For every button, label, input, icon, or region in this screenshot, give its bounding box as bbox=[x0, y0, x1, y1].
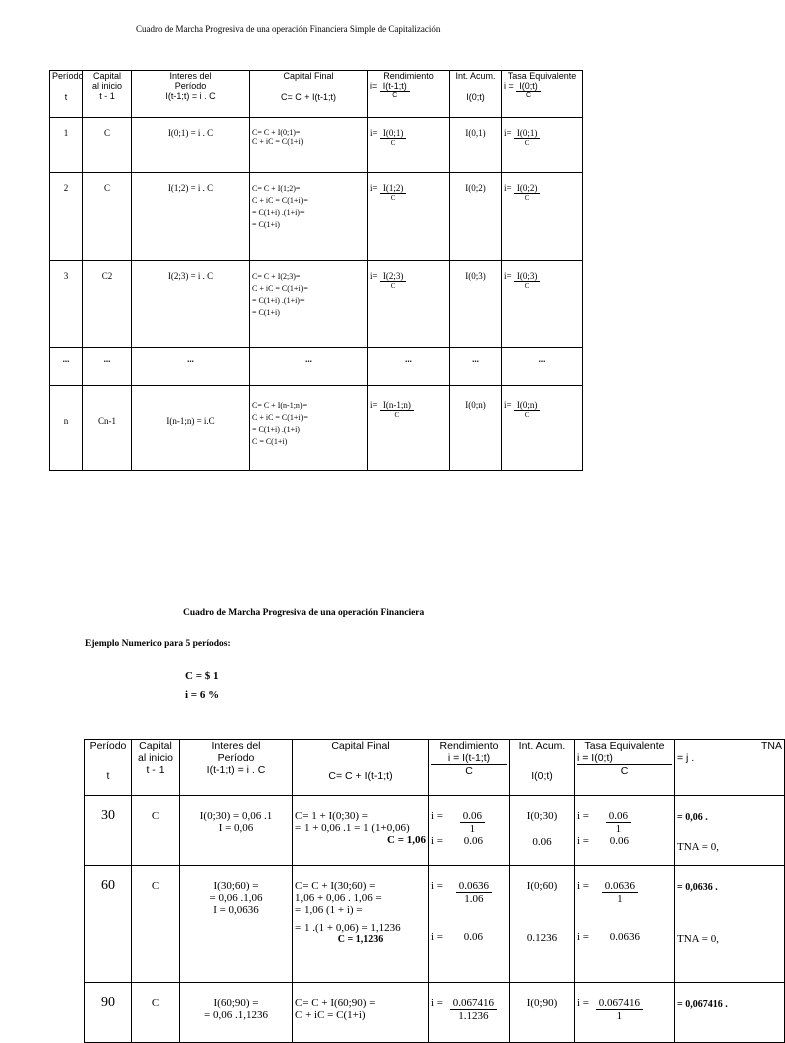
cf-line: C = 1,06 bbox=[387, 834, 426, 846]
cell-cap: C bbox=[132, 983, 180, 1043]
cell-tna bbox=[675, 866, 785, 983]
tasa-den: 1 bbox=[615, 823, 622, 835]
hdr-tasa-l1: Tasa Equivalente bbox=[507, 71, 577, 81]
rend-den: 1.1236 bbox=[458, 1010, 489, 1022]
doc1-title: Cuadro de Marcha Progresiva de una operación Financiera Simple de Capitalización bbox=[136, 24, 441, 34]
doc1-table bbox=[49, 70, 583, 471]
rend-i: i = bbox=[431, 997, 444, 1009]
cell-int bbox=[180, 983, 293, 1043]
cell-cf bbox=[250, 386, 368, 471]
rend-i: i = bbox=[431, 880, 444, 892]
tna-line: = 0,0636 . bbox=[677, 882, 718, 893]
hdr-interes-l3: I(t-1;t) = i . C bbox=[165, 91, 216, 101]
doc2-header-row bbox=[85, 740, 785, 796]
rend-den: C bbox=[390, 139, 396, 147]
hdr2-capital-l1: Capital bbox=[139, 740, 172, 752]
cf-line: C = C(1+i) bbox=[252, 437, 288, 446]
dots-cell: ... bbox=[502, 348, 583, 386]
hdr-periodo bbox=[50, 71, 83, 118]
hdr2-rend-l2: i = I(t-1;t) bbox=[431, 752, 507, 765]
rend-i2: i = bbox=[431, 835, 444, 847]
cell-t: 2 bbox=[50, 173, 83, 261]
hdr2-periodo-l1: Período bbox=[89, 740, 127, 752]
hdr-interes bbox=[132, 71, 250, 118]
cell-tna bbox=[675, 983, 785, 1043]
cell-tasa: i= $\frac{I(0;3)}{C}$ bbox=[502, 261, 583, 348]
hdr2-interes-l1: Interes del bbox=[211, 740, 261, 752]
cell-rend bbox=[429, 983, 510, 1043]
hdr-interes-l2: Período bbox=[174, 81, 207, 91]
cf-line: C + iC = C(1+i)= bbox=[252, 284, 308, 293]
cell-tasa bbox=[575, 796, 675, 866]
tasa-num: I(0;1) bbox=[514, 128, 541, 139]
cell-rend: i= $\frac{I(n-1;n)}{C}$ bbox=[368, 386, 450, 471]
rend-num: 0.067416 bbox=[450, 997, 497, 1010]
hdr-capital-l2: al inicio bbox=[91, 81, 122, 91]
tasa-num: 0.0636 bbox=[602, 880, 638, 893]
hdr2-tasa-l2: i = I(0;t) bbox=[577, 752, 672, 765]
cell-acum: I(0;n) bbox=[450, 386, 502, 471]
cell-acum bbox=[510, 983, 575, 1043]
cell-cap: Cn-1 bbox=[83, 386, 132, 471]
cell-t: 3 bbox=[50, 261, 83, 348]
cf-line: C= 1 + I(0;30) = bbox=[295, 810, 368, 822]
cf-line: = 1,06 (1 + i) = bbox=[295, 904, 363, 916]
cf-line: C + iC = C(1+i)= bbox=[252, 196, 308, 205]
hdr2-periodo-l3: t bbox=[106, 770, 110, 782]
cf-line: = C(1+i) .(1+i)= bbox=[252, 296, 305, 305]
hdr-tasa-num: I(0;t) bbox=[516, 81, 541, 92]
cf-line: = 1 .(1 + 0,06) = 1,1236 bbox=[295, 922, 401, 934]
cell-cf bbox=[293, 983, 429, 1043]
tasa-i2: i = bbox=[577, 931, 590, 943]
cell-t: 30 bbox=[85, 796, 132, 866]
tasa-den: C bbox=[524, 139, 530, 147]
cell-cf bbox=[293, 866, 429, 983]
cf-line: 1,06 + 0,06 . 1,06 = bbox=[295, 892, 382, 904]
hdr2-capital bbox=[132, 740, 180, 796]
tasa-num: I(0;n) bbox=[514, 400, 541, 411]
cell-cf bbox=[250, 261, 368, 348]
hdr2-rend-l3: C bbox=[465, 765, 473, 777]
cell-tasa: i= $\frac{I(0;n)}{C}$ bbox=[502, 386, 583, 471]
int-line: I(0;30) = 0,06 .1 bbox=[199, 810, 273, 822]
doc1-row-2 bbox=[50, 173, 583, 261]
hdr2-interes-l3: I(t-1;t) = i . C bbox=[206, 764, 266, 776]
cell-t: 1 bbox=[50, 118, 83, 173]
int-line: I(60;90) = bbox=[213, 997, 259, 1009]
cf-line: C = 1,1236 bbox=[337, 934, 384, 945]
dots-cell: ... bbox=[368, 348, 450, 386]
hdr2-cf-l1: Capital Final bbox=[331, 740, 390, 752]
hdr2-interes bbox=[180, 740, 293, 796]
hdr-rend-i: i= bbox=[370, 81, 378, 91]
cell-acum: I(0;3) bbox=[450, 261, 502, 348]
hdr2-cf-l3: C= C + I(t-1;t) bbox=[328, 770, 393, 782]
hdr2-capital-l2: al inicio bbox=[137, 752, 174, 764]
doc1-row-1 bbox=[50, 118, 583, 173]
rend-den: 1.06 bbox=[464, 893, 484, 905]
cell-acum bbox=[510, 796, 575, 866]
hdr2-capital-l3: t - 1 bbox=[146, 764, 165, 776]
rend-i: i = bbox=[431, 810, 444, 822]
dots-cell: ... bbox=[83, 348, 132, 386]
tasa-i: i = bbox=[577, 810, 590, 822]
tasa-den: 1 bbox=[617, 893, 623, 905]
cell-tasa bbox=[575, 866, 675, 983]
tna-line: TNA = 0, bbox=[677, 841, 719, 853]
doc2-row-90 bbox=[85, 983, 785, 1043]
hdr-capital-final bbox=[250, 71, 368, 118]
doc2-row-60 bbox=[85, 866, 785, 983]
rend-i2: i = bbox=[431, 931, 444, 943]
tasa-i: i = bbox=[577, 997, 590, 1009]
tasa-num: I(0;2) bbox=[514, 183, 541, 194]
cell-rend bbox=[429, 866, 510, 983]
cf-line: C= C + I(2;3)= bbox=[252, 272, 301, 281]
hdr-tasa-i: i = bbox=[504, 81, 514, 91]
cell-rend bbox=[429, 796, 510, 866]
cell-cap: C bbox=[83, 118, 132, 173]
cf-line: = 1 + 0,06 .1 = 1 (1+0,06) bbox=[295, 822, 410, 834]
hdr-capital-l3: t - 1 bbox=[99, 91, 115, 101]
cell-cap: C bbox=[83, 173, 132, 261]
cell-acum: I(0;2) bbox=[450, 173, 502, 261]
int-line: = 0,06 .1,06 bbox=[209, 892, 263, 904]
hdr2-capital-final bbox=[293, 740, 429, 796]
rend-num: I(0;1) bbox=[380, 128, 407, 139]
hdr-capital-l1: Capital bbox=[92, 71, 121, 81]
dots-cell: ... bbox=[50, 348, 83, 386]
cf-line: C= C + I(60;90) = bbox=[295, 997, 376, 1009]
cell-int: I(2;3) = i . C bbox=[132, 261, 250, 348]
rend-val: 0.06 bbox=[463, 835, 484, 847]
cf-line: C + iC = C(1+i) bbox=[252, 137, 304, 146]
cell-cap: C bbox=[132, 796, 180, 866]
tasa-num: I(0;3) bbox=[514, 271, 541, 282]
cell-cap: C2 bbox=[83, 261, 132, 348]
hdr-interes-l1: Interes del bbox=[169, 71, 212, 81]
rend-den: 1 bbox=[469, 823, 476, 835]
doc2-title: Cuadro de Marcha Progresiva de una operación Financiera bbox=[183, 608, 425, 618]
cell-int: I(1;2) = i . C bbox=[132, 173, 250, 261]
hdr2-tna bbox=[675, 740, 785, 796]
hdr-periodo-l3: t bbox=[64, 92, 68, 102]
hdr2-acum-l3: I(0;t) bbox=[531, 770, 553, 782]
doc2-subtitle: Ejemplo Numerico para 5 períodos: bbox=[85, 639, 231, 649]
tasa-i: i = bbox=[577, 880, 590, 892]
hdr2-acum-l1: Int. Acum. bbox=[518, 740, 566, 752]
acum-val: 0.1236 bbox=[526, 932, 558, 944]
doc1-row-dots bbox=[50, 348, 583, 386]
hdr2-interes-l2: Período bbox=[217, 752, 255, 764]
int-line: I = 0,0636 bbox=[213, 904, 259, 916]
hdr-rendimiento bbox=[368, 71, 450, 118]
doc2-rate: i = 6 % bbox=[185, 689, 220, 701]
int-line: I(30;60) = bbox=[213, 880, 259, 892]
hdr2-tna-l1: TNA bbox=[761, 740, 782, 752]
hdr-int-acum bbox=[450, 71, 502, 118]
rend-num: I(1;2) bbox=[380, 183, 407, 194]
cell-t: n bbox=[50, 386, 83, 471]
cell-int bbox=[180, 796, 293, 866]
cf-line: = C(1+i) .(1+i)= bbox=[252, 208, 305, 217]
doc1-header-row bbox=[50, 71, 583, 118]
rend-num: 0.0636 bbox=[456, 880, 492, 893]
acum-line: I(0;60) bbox=[526, 880, 558, 892]
cell-tna bbox=[675, 796, 785, 866]
cell-rend: i= $\frac{I(1;2)}{C}$ bbox=[368, 173, 450, 261]
cf-line: = C(1+i) bbox=[252, 308, 280, 317]
cf-line: = C(1+i) bbox=[252, 220, 280, 229]
hdr2-int-acum bbox=[510, 740, 575, 796]
cf-line: C= C + I(n-1;n)= bbox=[252, 401, 308, 410]
dots-cell: ... bbox=[132, 348, 250, 386]
cell-int: I(n-1;n) = i.C bbox=[132, 386, 250, 471]
cell-cf bbox=[250, 173, 368, 261]
cell-rend: i= $\frac{I(0;1)}{C}$ bbox=[368, 118, 450, 173]
hdr-acum-l1: Int. Acum. bbox=[455, 71, 496, 81]
doc1-row-n bbox=[50, 386, 583, 471]
cf-line: C + iC = C(1+i)= bbox=[252, 413, 308, 422]
rend-num: I(2;3) bbox=[380, 271, 407, 282]
int-line: = 0,06 .1,1236 bbox=[204, 1009, 268, 1021]
hdr-cf-l1: Capital Final bbox=[283, 71, 334, 81]
cell-tasa: i= $\frac{I(0;1)}{C}$ bbox=[502, 118, 583, 173]
dots-cell: ... bbox=[250, 348, 368, 386]
cell-int bbox=[180, 866, 293, 983]
cell-t: 90 bbox=[85, 983, 132, 1043]
hdr2-tasa-l1: Tasa Equivalente bbox=[584, 740, 665, 752]
cell-t: 60 bbox=[85, 866, 132, 983]
doc2-c0: C = $ 1 bbox=[185, 670, 219, 682]
rend-num: I(n-1;n) bbox=[380, 400, 414, 411]
hdr-acum-l3: I(0;t) bbox=[466, 92, 485, 102]
acum-line: I(0;90) bbox=[526, 997, 558, 1009]
cell-acum bbox=[510, 866, 575, 983]
rend-num: 0.06 bbox=[460, 810, 485, 823]
hdr2-rend-l1: Rendimiento bbox=[439, 740, 499, 752]
acum-val: 0.06 bbox=[532, 836, 552, 848]
rend-den: C bbox=[390, 282, 396, 290]
tasa-num: 0.06 bbox=[606, 810, 631, 823]
hdr-cf-l3: C= C + I(t-1;t) bbox=[280, 92, 336, 102]
tasa-den: C bbox=[524, 282, 530, 290]
hdr2-periodo bbox=[85, 740, 132, 796]
cf-line: C= C + I(1;2)= bbox=[252, 184, 301, 193]
hdr2-rendimiento bbox=[429, 740, 510, 796]
tasa-num: 0.067416 bbox=[596, 997, 643, 1010]
rend-val: 0.06 bbox=[463, 931, 484, 943]
int-line: I = 0,06 bbox=[218, 822, 254, 834]
acum-line: I(0;30) bbox=[526, 810, 558, 822]
tna-line: = 0,067416 . bbox=[677, 999, 728, 1010]
cell-cap: C bbox=[132, 866, 180, 983]
cell-tasa bbox=[575, 983, 675, 1043]
hdr-tasa-den: C bbox=[526, 92, 532, 99]
cf-line: C + iC = C(1+i) bbox=[295, 1009, 366, 1021]
tna-line: TNA = 0, bbox=[677, 933, 719, 945]
tasa-i2: i = bbox=[577, 835, 590, 847]
cell-tasa: i= $\frac{I(0;2)}{C}$ bbox=[502, 173, 583, 261]
doc2-row-30 bbox=[85, 796, 785, 866]
dots-cell: ... bbox=[450, 348, 502, 386]
rend-den: C bbox=[394, 411, 400, 419]
hdr-capital bbox=[83, 71, 132, 118]
tna-line: = 0,06 . bbox=[677, 812, 708, 823]
tasa-val: 0.06 bbox=[609, 835, 630, 847]
rend-den: C bbox=[390, 194, 396, 202]
cell-acum: I(0,1) bbox=[450, 118, 502, 173]
cell-int: I(0;1) = i . C bbox=[132, 118, 250, 173]
doc2-table bbox=[84, 739, 785, 1043]
cell-cf bbox=[293, 796, 429, 866]
cf-line: C= C + I(30;60) = bbox=[295, 880, 376, 892]
cell-rend: i= $\frac{I(2;3)}{C}$ bbox=[368, 261, 450, 348]
doc1-row-3 bbox=[50, 261, 583, 348]
cf-line: C= C + I(0;1)= bbox=[252, 128, 301, 137]
hdr-rend-num: I(t-1;t) bbox=[380, 81, 410, 92]
tasa-val: 0.0636 bbox=[609, 931, 641, 943]
hdr-rend-l1: Rendimiento bbox=[383, 71, 434, 81]
hdr2-tasa-l3: C bbox=[620, 765, 629, 777]
cell-cf bbox=[250, 118, 368, 173]
hdr2-tna-l2: = j . bbox=[677, 752, 695, 764]
cf-line: = C(1+i) .(1+i) bbox=[252, 425, 300, 434]
tasa-den: 1 bbox=[616, 1010, 623, 1022]
hdr-rend-den: C bbox=[392, 92, 398, 99]
tasa-den: C bbox=[524, 194, 530, 202]
tasa-den: C bbox=[524, 411, 530, 419]
hdr2-tasa-eq bbox=[575, 740, 675, 796]
hdr-periodo-l1: Período bbox=[52, 71, 84, 81]
hdr-tasa-eq bbox=[502, 71, 583, 118]
